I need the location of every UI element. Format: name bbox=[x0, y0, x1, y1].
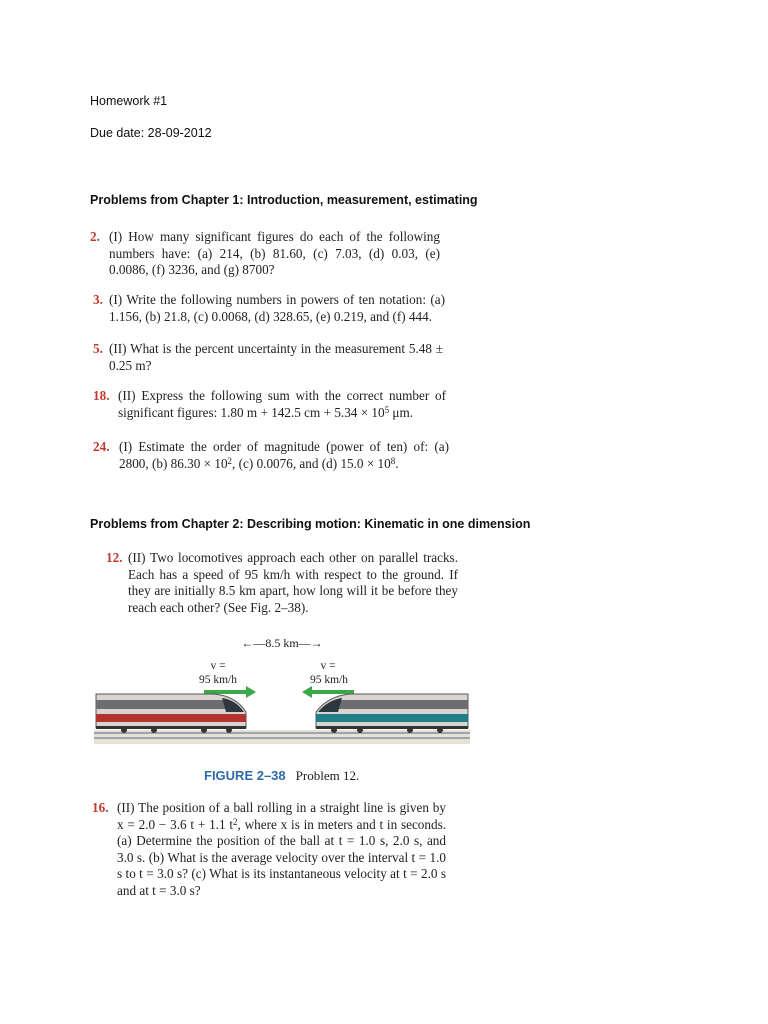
speed-right: 95 km/h bbox=[309, 674, 348, 686]
problem-text bbox=[92, 800, 446, 900]
due-date: Due date: 28-09-2012 bbox=[90, 126, 212, 140]
problem-text bbox=[93, 388, 446, 421]
problem-number: 16. bbox=[92, 800, 109, 815]
homework-title: Homework #1 bbox=[90, 94, 168, 108]
problem-number: 12. bbox=[106, 550, 123, 565]
velocity-label-left: v = bbox=[210, 660, 226, 672]
figure-caption-text: Problem 12. bbox=[295, 768, 360, 783]
left-arrowhead-icon: ← bbox=[241, 636, 254, 650]
problem-number: 18. bbox=[93, 388, 110, 403]
problem-18 bbox=[93, 388, 446, 421]
problem-2 bbox=[90, 229, 440, 279]
right-locomotive bbox=[316, 694, 468, 733]
problem-text: (II) Two locomotives approach each other on parallel tracks. Each has a speed of 95 km/h with respect to the ground. If they are initially 8.5 km apart, how long will it be before they reach each other? (See Fig. 2–38). bbox=[128, 550, 458, 615]
problem-5 bbox=[93, 341, 443, 374]
problem-24 bbox=[93, 439, 449, 472]
problem-16 bbox=[92, 800, 446, 900]
figure-2-38 bbox=[94, 630, 470, 760]
problem-text-end: . bbox=[395, 455, 399, 471]
right-arrowhead-icon: → bbox=[310, 636, 323, 650]
problem-text bbox=[93, 439, 449, 472]
problem-text: (II) What is the percent uncertainty in the measurement 5.48 ± 0.25 m? bbox=[109, 341, 443, 373]
problem-number: 3. bbox=[93, 292, 103, 307]
problem-text: (I) How many significant figures do each of the following numbers have: (a) 214, (b) 81.60, (c) 7.03, (d) 0.03, (e) 0.0086, (f) 3236, and (g) 8700? bbox=[109, 229, 440, 278]
figure-caption bbox=[204, 768, 359, 784]
chapter1-heading: Problems from Chapter 1: Introduction, measurement, estimating bbox=[90, 193, 478, 207]
velocity-label-right: v = bbox=[320, 660, 336, 672]
problem-text-end: μm. bbox=[389, 404, 414, 420]
distance-value: 8.5 km bbox=[265, 636, 299, 650]
problem-number: 24. bbox=[93, 439, 110, 454]
problem-text-main: (II) The position of a ball rolling in a straight line is given by x = 2.0 − 3.6 t + 1.1 t bbox=[117, 800, 446, 832]
problem-text: (I) Write the following numbers in powers of ten notation: (a) 1.156, (b) 21.8, (c) 0.0068, (d) 328.65, (e) 0.219, and (f) 444. bbox=[109, 292, 445, 324]
figure-label: FIGURE 2–38 bbox=[204, 768, 286, 783]
problem-3 bbox=[93, 292, 445, 325]
problem-text-mid: , (c) 0.0076, and (d) 15.0 × 10 bbox=[232, 455, 391, 471]
exponent: 8 bbox=[390, 455, 396, 466]
distance-label: ←—8.5 km—→ bbox=[241, 636, 323, 650]
left-locomotive bbox=[96, 694, 246, 733]
exponent: 2 bbox=[227, 455, 233, 466]
problem-text-end: , where x is in meters and t in seconds. (a) Determine the position of the ball at t = 1.0 s, 2.0 s, and 3.0 s. (b) What is the average velocity over the interval t = 1.0 s to t = 3.0 s? (c) What is its instantaneous velocity at t = 2.0 s and at t = 3.0 s? bbox=[117, 816, 447, 898]
trains-illustration bbox=[94, 630, 470, 760]
exponent: 2 bbox=[233, 816, 238, 827]
problem-number: 5. bbox=[93, 341, 103, 356]
chapter2-heading: Problems from Chapter 2: Describing motion: Kinematic in one dimension bbox=[90, 517, 531, 531]
exponent: 5 bbox=[384, 404, 390, 415]
problem-12 bbox=[106, 550, 458, 616]
problem-text-main: (I) Estimate the order of magnitude (power of ten) of: (a) 2800, (b) 86.30 × 10 bbox=[119, 439, 449, 471]
problem-text-main: (II) Express the following sum with the correct number of significant figures: 1.80 m + 142.5 cm + 5.34 × 10 bbox=[118, 388, 446, 420]
speed-left: 95 km/h bbox=[198, 674, 237, 686]
problem-number: 2. bbox=[90, 229, 100, 244]
